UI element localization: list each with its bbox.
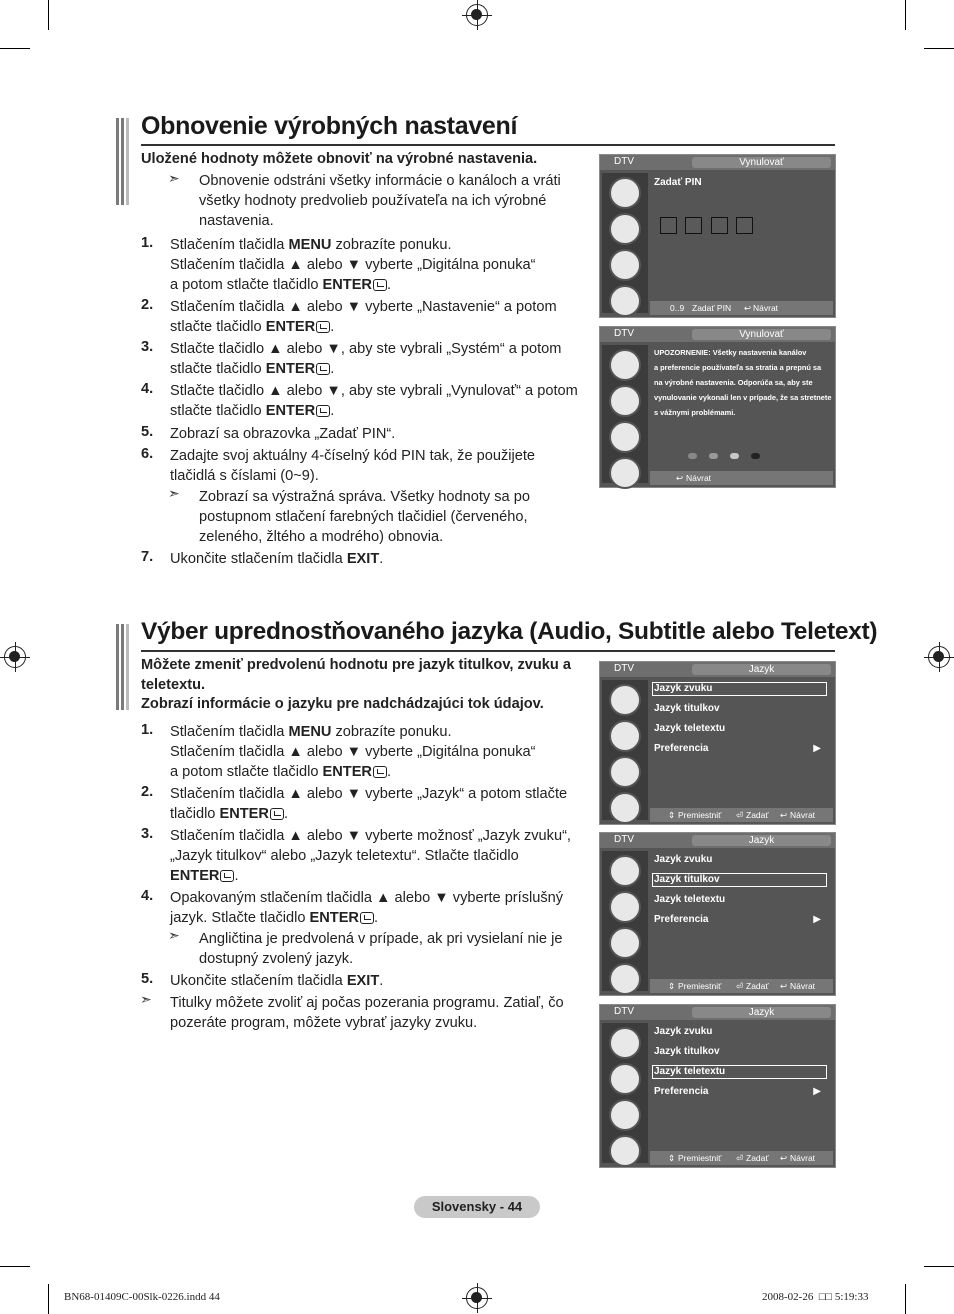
- note-arrow-icon: ➣: [168, 485, 180, 501]
- file-slug: BN68-01409C-00Slk-0226.indd 44: [64, 1291, 220, 1303]
- submenu-arrow-icon: ▶: [813, 1086, 821, 1097]
- crop-mark: [48, 0, 49, 30]
- enter-icon: [220, 870, 234, 882]
- osd-footer: [650, 808, 833, 822]
- warning-text: UPOZORNENIE: Všetky nastavenia kanálov a preferencie používateľa sa stratia a prepnú sa na výrobné nastavenia. Odporúča sa, aby ste vynulovanie vykonali len v prípade, že sa stretnete s vážnymi problémami.: [654, 348, 832, 417]
- step-number: 5.: [141, 971, 154, 987]
- crop-mark: [0, 1266, 30, 1267]
- enter-icon: ⏎: [736, 981, 744, 991]
- submenu-arrow-icon: ▶: [813, 914, 821, 925]
- osd-footer: [650, 979, 833, 993]
- step-number: 2.: [141, 297, 154, 313]
- heading-decoration: [116, 118, 130, 205]
- osd-footer: [650, 1151, 833, 1165]
- note-arrow-icon: ➣: [168, 170, 180, 186]
- osd-sidebar: [602, 1023, 648, 1163]
- enter-icon: [316, 363, 330, 375]
- move-icon: ⇕: [668, 1153, 676, 1163]
- print-date: 2008-02-26 □□ 5:19:33: [762, 1291, 869, 1303]
- pin-digit-box[interactable]: [685, 217, 702, 234]
- color-key-dot: [709, 453, 718, 459]
- sound-icon: [609, 891, 641, 923]
- enter-hint: Zadať: [746, 1153, 769, 1163]
- pin-digit-box[interactable]: [736, 217, 753, 234]
- osd-sidebar: [602, 851, 648, 991]
- crop-mark: [905, 1284, 906, 1314]
- return-icon: ↩: [780, 981, 788, 991]
- enter-icon: [373, 766, 387, 778]
- osd-title: Vynulovať: [692, 157, 831, 168]
- osd-language-screen: [599, 1004, 836, 1168]
- section1-lead: Uložené hodnoty môžete obnoviť na výrobné nastavenia.: [141, 151, 538, 167]
- move-icon: ⇕: [668, 810, 676, 820]
- sound-icon: [609, 720, 641, 752]
- osd-sidebar: [602, 173, 648, 313]
- osd-dtv-label: DTV: [614, 663, 634, 674]
- move-hint: Premiestniť: [678, 981, 722, 991]
- submenu-arrow-icon: ▶: [813, 743, 821, 754]
- input-icon: [609, 457, 641, 489]
- osd-sidebar: [602, 345, 648, 483]
- back-hint: Návrat: [753, 303, 779, 313]
- step-number: 6.: [141, 446, 154, 462]
- section2-title: Výber uprednostňovaného jazyka (Audio, Subtitle alebo Teletext): [141, 618, 878, 645]
- color-key-dot: [730, 453, 739, 459]
- section2-note-2: Titulky môžete zvoliť aj počas pozerania programu. Zatiaľ, čo pozeráte program, môžete vybrať jazyky zvuku.: [170, 995, 564, 1031]
- setup-icon: [609, 249, 641, 281]
- sound-icon: [609, 385, 641, 417]
- setup-icon: [609, 421, 641, 453]
- number-keys-hint: 0..9: [670, 303, 685, 313]
- note-arrow-icon: ➣: [140, 991, 152, 1007]
- move-icon: ⇕: [668, 981, 676, 991]
- crop-mark: [0, 48, 30, 49]
- step-number: 5.: [141, 424, 154, 440]
- back-hint: Návrat: [686, 473, 712, 483]
- osd-menu-item[interactable]: Preferencia: [654, 743, 709, 754]
- step-text: Stlačením tlačidla MENU zobrazíte ponuku. Stlačením tlačidla ▲ alebo ▼ vyberte „Digitálna ponuka“ a potom stlačte tlačidlo ENTER .: [170, 724, 536, 780]
- channel-icon: [609, 1027, 641, 1059]
- registration-mark-icon: [466, 1287, 488, 1309]
- color-key-dot: [751, 453, 760, 459]
- enter-icon: [360, 912, 374, 924]
- osd-menu-item[interactable]: Jazyk zvuku: [654, 683, 713, 694]
- step-text: Zobrazí sa obrazovka „Zadať PIN“.: [170, 426, 396, 442]
- sound-icon: [609, 1063, 641, 1095]
- osd-menu-item[interactable]: Jazyk titulkov: [654, 874, 720, 885]
- osd-menu-item[interactable]: Jazyk titulkov: [654, 1046, 720, 1057]
- osd-footer: [650, 471, 833, 485]
- section2-lead: teletextu.: [141, 677, 206, 693]
- step-text: Stlačením tlačidla ▲ alebo ▼ vyberte „Jazyk“ a potom stlačte tlačidlo ENTER .: [170, 786, 568, 822]
- osd-menu-item[interactable]: Preferencia: [654, 1086, 709, 1097]
- registration-mark-icon: [466, 4, 488, 26]
- osd-title: Vynulovať: [692, 329, 831, 340]
- title-rule: [141, 650, 835, 652]
- osd-title: Jazyk: [692, 1007, 831, 1018]
- input-icon: [609, 1135, 641, 1167]
- section1-note-2: Zobrazí sa výstražná správa. Všetky hodnoty sa po postupnom stlačení farebných tlačidiel (červeného, zeleného, žltého a modrého) obnovia.: [199, 489, 530, 545]
- osd-menu-item[interactable]: Jazyk titulkov: [654, 703, 720, 714]
- step-text: Stlačte tlačidlo ▲ alebo ▼, aby ste vybrali „Vynulovať“ a potom stlačte tlačidlo ENTER .: [170, 383, 578, 419]
- return-icon: ↩: [780, 1153, 788, 1163]
- sound-icon: [609, 213, 641, 245]
- step-text: Ukončite stlačením tlačidla EXIT.: [170, 973, 384, 989]
- osd-footer: [650, 301, 833, 315]
- pin-digit-box[interactable]: [711, 217, 728, 234]
- osd-dtv-label: DTV: [614, 328, 634, 339]
- crop-mark: [924, 1266, 954, 1267]
- setup-icon: [609, 927, 641, 959]
- step-number: 2.: [141, 784, 154, 800]
- note-arrow-icon: ➣: [168, 927, 180, 943]
- return-icon: ↩: [676, 473, 684, 483]
- return-icon: ↩: [780, 810, 788, 820]
- osd-menu-item[interactable]: Jazyk zvuku: [654, 1026, 713, 1037]
- osd-dtv-label: DTV: [614, 156, 634, 167]
- osd-reset-warning-screen: [599, 326, 836, 488]
- input-icon: [609, 285, 641, 317]
- step-number: 1.: [141, 722, 154, 738]
- enter-icon: [316, 321, 330, 333]
- pin-label: Zadať PIN: [654, 177, 702, 188]
- osd-title: Jazyk: [692, 664, 831, 675]
- channel-icon: [609, 855, 641, 887]
- enter-hint: Zadať: [746, 810, 769, 820]
- step-text: Ukončite stlačením tlačidla EXIT.: [170, 551, 384, 567]
- back-hint: Návrat: [790, 981, 816, 991]
- osd-menu-item[interactable]: Jazyk teletextu: [654, 894, 726, 905]
- osd-menu-item[interactable]: Preferencia: [654, 914, 709, 925]
- section1-title: Obnovenie výrobných nastavení: [141, 112, 518, 140]
- step-number: 1.: [141, 235, 154, 251]
- osd-language-screen: [599, 661, 836, 825]
- channel-icon: [609, 177, 641, 209]
- step-number: 4.: [141, 381, 154, 397]
- enter-icon: [373, 279, 387, 291]
- section2-note: Angličtina je predvolená v prípade, ak pri vysielaní nie je dostupný zvolený jazyk.: [199, 931, 563, 967]
- step-text: Stlačením tlačidla ▲ alebo ▼ vyberte možnosť „Jazyk zvuku“, „Jazyk titulkov“ alebo „Jazyk teletextu“. Stlačte tlačidlo ENTER .: [170, 828, 571, 884]
- section2-lead: Môžete zmeniť predvolenú hodnotu pre jazyk titulkov, zvuku a: [141, 657, 571, 673]
- pin-digit-box[interactable]: [660, 217, 677, 234]
- enter-icon: ⏎: [736, 810, 744, 820]
- step-text: Stlačením tlačidla MENU zobrazíte ponuku. Stlačením tlačidla ▲ alebo ▼ vyberte „Digitálna ponuka“ a potom stlačte tlačidlo ENTER .: [170, 237, 536, 293]
- step-text: Opakovaným stlačením tlačidla ▲ alebo ▼ vyberte príslušný jazyk. Stlačte tlačidlo ENTER .: [170, 890, 564, 926]
- crop-mark: [924, 48, 954, 49]
- enter-pin-hint: Zadať PIN: [692, 303, 732, 313]
- page-number-badge: Slovensky - 44: [414, 1196, 540, 1218]
- enter-icon: ⏎: [736, 1153, 744, 1163]
- registration-mark-icon: [4, 646, 26, 668]
- step-text: Stlačením tlačidla ▲ alebo ▼ vyberte „Nastavenie“ a potom stlačte tlačidlo ENTER .: [170, 299, 557, 335]
- osd-menu-item[interactable]: Jazyk teletextu: [654, 1066, 726, 1077]
- setup-icon: [609, 756, 641, 788]
- enter-icon: [270, 808, 284, 820]
- title-rule: [141, 144, 835, 146]
- osd-menu-item[interactable]: Jazyk zvuku: [654, 854, 713, 865]
- back-hint: Návrat: [790, 1153, 816, 1163]
- crop-mark: [48, 1284, 49, 1314]
- step-number: 3.: [141, 339, 154, 355]
- step-text: Zadajte svoj aktuálny 4-číselný kód PIN tak, že použijete tlačidlá s číslami (0~9).: [170, 448, 536, 484]
- osd-menu-item[interactable]: Jazyk teletextu: [654, 723, 726, 734]
- step-number: 7.: [141, 549, 154, 565]
- input-icon: [609, 963, 641, 995]
- input-icon: [609, 792, 641, 824]
- section2-lead: Zobrazí informácie o jazyku pre nadchádzajúci tok údajov.: [141, 696, 544, 712]
- osd-sidebar: [602, 680, 648, 820]
- registration-mark-icon: [928, 646, 950, 668]
- move-hint: Premiestniť: [678, 1153, 722, 1163]
- setup-icon: [609, 1099, 641, 1131]
- channel-icon: [609, 684, 641, 716]
- channel-icon: [609, 349, 641, 381]
- osd-title: Jazyk: [692, 835, 831, 846]
- step-number: 4.: [141, 888, 154, 904]
- move-hint: Premiestniť: [678, 810, 722, 820]
- step-number: 3.: [141, 826, 154, 842]
- enter-hint: Zadať: [746, 981, 769, 991]
- color-key-dot: [688, 453, 697, 459]
- crop-mark: [905, 0, 906, 30]
- osd-language-screen: [599, 832, 836, 996]
- step-text: Stlačte tlačidlo ▲ alebo ▼, aby ste vybrali „Systém“ a potom stlačte tlačidlo ENTER .: [170, 341, 562, 377]
- osd-dtv-label: DTV: [614, 1006, 634, 1017]
- section1-note: Obnovenie odstráni všetky informácie o kanáloch a vráti všetky hodnoty predvolieb používateľa na ich výrobné nastavenia.: [199, 173, 561, 229]
- back-hint: Návrat: [790, 810, 816, 820]
- return-icon: ↩: [744, 303, 752, 313]
- heading-decoration: [116, 624, 130, 710]
- osd-dtv-label: DTV: [614, 834, 634, 845]
- enter-icon: [316, 405, 330, 417]
- osd-reset-pin-screen: [599, 154, 836, 318]
